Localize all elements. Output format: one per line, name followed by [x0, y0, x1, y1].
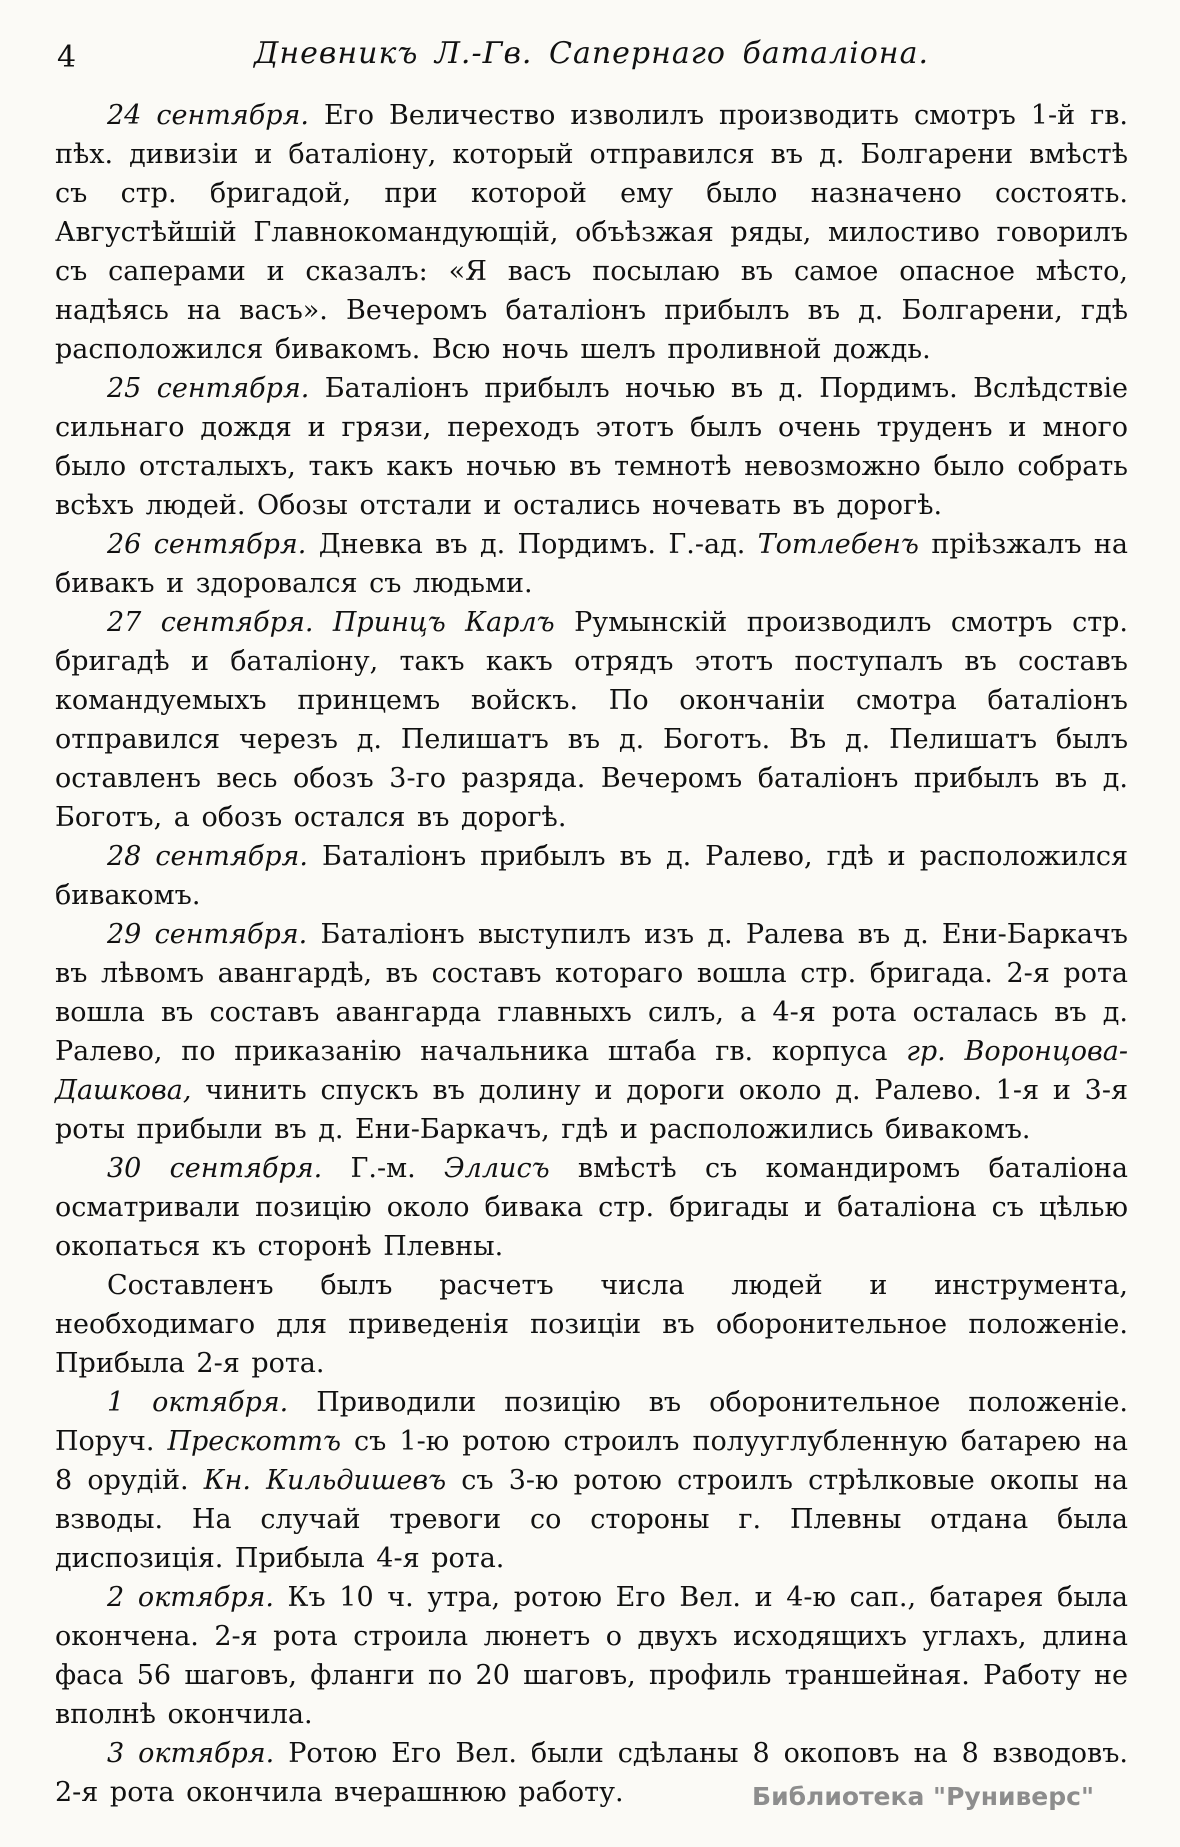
paragraph [55, 369, 1128, 525]
paragraph [55, 1149, 1128, 1266]
paragraph-segment: Его Величество изволилъ производить смотръ 1-й гв. пѣх. дивизіи и баталіону, который отправился въ д. Болгарени вмѣстѣ съ стр. бригадой, при которой ему было назначено состоять. Августѣйшій Главнокомандующій, объѣзжая ряды, милостиво говорилъ съ саперами и сказалъ: «Я васъ посылаю въ самое опасное мѣсто, надѣясь на васъ». Вечеромъ баталіонъ прибылъ въ д. Болгарени, гдѣ расположился бивакомъ. Всю ночь шелъ проливной дождь. [55, 100, 1128, 365]
paragraph-segment: Румынскій производилъ смотръ стр. бригадѣ и баталіону, такъ какъ отрядъ этотъ поступалъ въ составъ командуемыхъ принцемъ войскъ. По окончаніи смотра баталіонъ отправился черезъ д. Пелишатъ въ д. Боготъ. Въ д. Пелишатъ былъ оставленъ весь обозъ 3-го разряда. Вечеромъ баталіонъ прибылъ въ д. Боготъ, а обозъ остался въ дорогѣ. [55, 607, 1128, 833]
paragraph-segment: Г.-м. [322, 1153, 445, 1184]
paragraph [55, 1578, 1128, 1734]
paragraph-segment [313, 607, 332, 638]
paragraph-segment-italic: 25 сентября. [107, 373, 310, 404]
paragraph-segment: Приводили позицію въ оборонительное положеніе. Поруч. [55, 1387, 1129, 1457]
paragraph-segment: Дневка въ д. Пордимъ. Г.-ад. [306, 529, 758, 560]
paragraph-segment-italic: 3 октября. [107, 1738, 275, 1769]
paragraph-segment: пріѣзжалъ на бивакъ и здоровался съ людьми. [55, 529, 1128, 599]
paragraph-segment-italic: Эллисъ [444, 1153, 550, 1184]
paragraph-segment-italic: Принцъ Карлъ [332, 607, 555, 638]
paragraph-segment-italic: 30 сентября. [107, 1153, 323, 1184]
paragraph-segment-italic: 29 сентября. [107, 919, 308, 950]
paragraph-segment-italic: 24 сентября. [107, 100, 309, 131]
paragraph-segment: чинить спускъ въ долину и дороги около д. Ралево. 1-я и 3-я роты прибыли въ д. Ени-Баркачъ, гдѣ и расположились бивакомъ. [55, 1075, 1128, 1145]
paragraph-segment-italic: 2 октября. [107, 1582, 274, 1613]
paragraph-segment-italic: Тотлебенъ [757, 529, 919, 560]
page-body [55, 96, 1128, 1812]
page-number: 4 [57, 40, 78, 75]
paragraph [55, 1266, 1128, 1383]
paragraph-segment: Баталіонъ выступилъ изъ д. Ралева въ д. Ени-Баркачъ въ лѣвомъ авангардѣ, въ составъ котораго вошла стр. бригада. 2-я рота вошла въ составъ авангарда главныхъ силъ, а 4-я рота осталась въ д. Ралево, по приказанію начальника штаба гв. корпуса [55, 919, 1128, 1067]
paragraph-segment: Ротою Его Вел. были сдѣланы 8 окоповъ на 8 взводовъ. 2-я рота окончила вчерашнюю работу. [55, 1738, 1128, 1808]
paragraph [55, 603, 1128, 837]
paragraph-segment: вмѣстѣ съ командиромъ баталіона осматривали позицію около бивака стр. бригады и баталіона съ цѣлью окопаться къ сторонѣ Плевны. [55, 1153, 1128, 1262]
paragraph-segment-italic: Прескоттъ [167, 1426, 341, 1457]
paragraph-segment-italic: 1 октября. [107, 1387, 289, 1418]
paragraph-segment-italic: 26 сентября. [107, 529, 307, 560]
paragraph-segment-italic: 28 сентября. [107, 841, 308, 872]
paragraph-segment-italic: 27 сентября. [107, 607, 314, 638]
paragraph-segment: съ 3-ю ротою строилъ стрѣлковые окопы на взводы. На случай тревоги со стороны г. Плевны отдана была диспозиція. Прибыла 4-я рота. [55, 1465, 1128, 1574]
paragraph [55, 525, 1128, 603]
paragraph [55, 1383, 1128, 1578]
paragraph [55, 837, 1128, 915]
paragraph-segment: Баталіонъ прибылъ въ д. Ралево, гдѣ и расположился бивакомъ. [55, 841, 1128, 911]
paragraph [55, 96, 1128, 369]
paragraph-segment: Составленъ былъ расчетъ числа людей и инструмента, необходимаго для приведенія позиціи въ оборонительное положеніе. Прибыла 2-я рота. [55, 1270, 1128, 1379]
paragraph [55, 915, 1128, 1149]
paragraph-segment-italic: Кн. Кильдишевъ [203, 1465, 447, 1496]
paragraph-segment-italic: гр. Воронцова-Дашкова, [55, 1036, 1128, 1106]
running-header-title: Дневникъ Л.-Гв. Сапернаго баталіона. [254, 36, 929, 71]
library-watermark: Библиотека "Руниверс" [752, 1782, 1094, 1811]
paragraph-segment: Къ 10 ч. утра, ротою Его Вел. и 4-ю сап., батарея была окончена. 2-я рота строила люнетъ о двухъ исходящихъ углахъ, длина фаса 56 шаговъ, фланги по 20 шаговъ, профиль траншейная. Работу не вполнѣ окончила. [55, 1582, 1129, 1730]
paragraph-segment: Баталіонъ прибылъ ночью въ д. Пордимъ. Вслѣдствіе сильнаго дождя и грязи, переходъ этотъ былъ очень труденъ и много было отсталыхъ, такъ какъ ночью въ темнотѣ невозможно было собрать всѣхъ людей. Обозы отстали и остались ночевать въ дорогѣ. [55, 373, 1128, 521]
paragraph-segment: съ 1-ю ротою строилъ полууглубленную батарею на 8 орудій. [55, 1426, 1128, 1496]
